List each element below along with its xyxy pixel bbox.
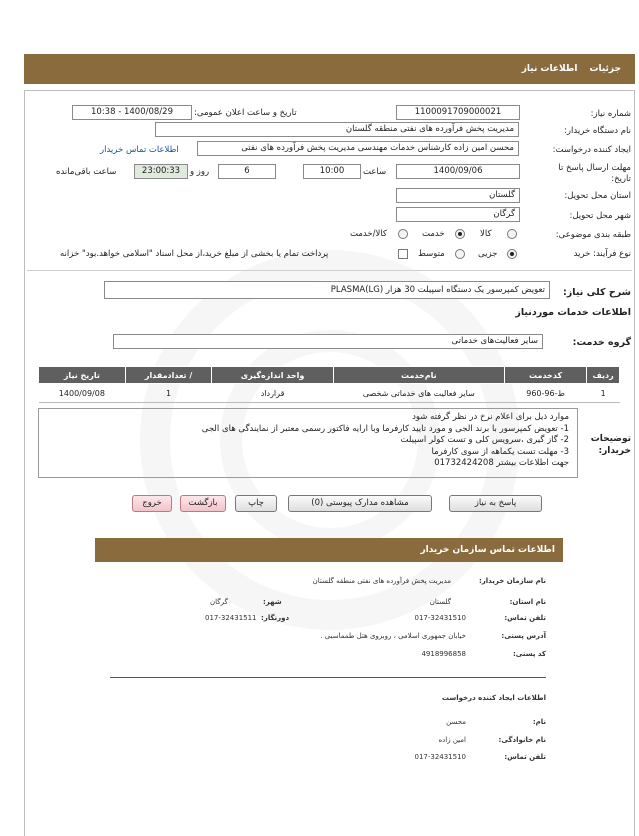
- category-service-label: خدمت: [422, 229, 445, 239]
- col-service-name: نام‌خدمت: [333, 367, 504, 384]
- process-minor-radio[interactable]: [507, 249, 517, 259]
- need-number-field: 1100091709000021: [396, 105, 520, 120]
- process-medium-label: متوسط: [418, 249, 445, 259]
- note-line: 2- گاز گیری ،سرویس کلی و تست کولر اسپیلت: [400, 435, 569, 445]
- contact-postal-value: 4918996858: [421, 650, 466, 658]
- treasury-payment-checkbox[interactable]: [398, 249, 408, 259]
- contact-phone-value: 017-32431510: [414, 614, 466, 622]
- creator-phone-label: تلفن تماس:: [504, 753, 546, 761]
- cell-need-date: 1400/09/08: [39, 384, 126, 403]
- service-group-label: گروه خدمت:: [572, 337, 631, 348]
- category-service-radio[interactable]: [455, 229, 465, 239]
- buyer-org-field: مدیریت پخش فرآورده های نفتی منطقه گلستان: [155, 122, 519, 137]
- service-group-field: سایر فعالیت‌های خدماتی: [113, 334, 543, 349]
- col-unit: واحد اندازه‌گیری: [212, 367, 333, 384]
- contact-divider: [110, 677, 546, 678]
- col-row: ردیف: [587, 367, 620, 384]
- buyer-notes-label: توضیحات خریدار:: [590, 434, 631, 456]
- back-button[interactable]: بازگشت: [180, 495, 226, 512]
- request-creator-field: محسن امین زاده کارشناس خدمات مهندسی مدیریت پخش فرآورده های نفتی: [197, 141, 519, 156]
- cell-quantity: 1: [125, 384, 212, 403]
- creator-phone-value: 017-32431510: [414, 753, 466, 761]
- category-label: طبقه بندی موضوعی:: [555, 230, 631, 240]
- reply-button[interactable]: پاسخ به نیاز: [449, 495, 542, 512]
- buyer-contact-section-header: اطلاعات تماس سازمان خریدار: [95, 538, 563, 562]
- items-table-header: [39, 367, 620, 384]
- contact-city-label: شهر:: [263, 598, 282, 606]
- delivery-province-label: استان محل تحویل:: [564, 191, 631, 201]
- cell-row: 1: [587, 384, 620, 403]
- contact-address-value: خیابان جمهوری اسلامی ، روبروی هتل طمماسبی .: [320, 632, 466, 640]
- summary-label: شرح کلی نیاز:: [562, 287, 631, 298]
- deadline-date-field: 1400/09/06: [396, 164, 520, 179]
- contact-fax-value: 017-32431511: [205, 614, 257, 622]
- note-line: 1- تعویض کمپرسور با برند الجی و مورد تایید کارفرما وبا ارایه فاکتور رسمی معتبر از نمایندگی های الجی: [201, 423, 569, 434]
- category-both-radio[interactable]: [398, 229, 408, 239]
- need-number-label: شماره نیاز:: [590, 109, 631, 119]
- services-section-title: اطلاعات خدمات موردنیاز: [515, 307, 631, 318]
- note-line: 3- مهلت تست یکماهه از سوی کارفرما: [431, 446, 569, 457]
- need-info-tab[interactable]: اطلاعات نیاز: [521, 64, 578, 74]
- creator-section-title: اطلاعات ایجاد کننده درخواست: [441, 694, 546, 702]
- cell-code: ط-96-960: [504, 384, 586, 403]
- contact-address-label: آدرس پستی:: [501, 632, 546, 640]
- category-both-label: کالا/خدمت: [350, 229, 387, 239]
- col-code: کدخدمت: [504, 367, 586, 384]
- buyer-org-label: نام دستگاه خریدار:: [564, 126, 631, 136]
- deadline-label: مهلت ارسال پاسخ تا تاریخ:: [558, 163, 631, 184]
- process-medium-radio[interactable]: [455, 249, 465, 259]
- details-tab[interactable]: جزئیات: [589, 64, 621, 74]
- delivery-city-label: شهر محل تحویل:: [569, 211, 631, 221]
- process-minor-label: جزیی: [478, 249, 498, 259]
- deadline-time-label: ساعت: [363, 167, 387, 177]
- creator-family-label: نام خانوادگی:: [498, 736, 546, 744]
- creator-name-label: نام:: [532, 718, 546, 726]
- page-header-bar: [24, 54, 635, 84]
- deadline-time-field: 10:00: [303, 164, 361, 179]
- announce-date-field: 1400/08/29 - 10:38: [72, 105, 192, 120]
- note-line: موارد ذیل برای اعلام نرخ در نظر گرفته شود: [412, 412, 569, 422]
- cell-service-name: سایر فعالیت های خدماتی شخصی: [333, 384, 504, 403]
- contact-city-value: گرگان: [210, 598, 228, 606]
- buyer-contact-link[interactable]: اطلاعات تماس خریدار: [100, 145, 179, 155]
- contact-org-label: نام سازمان خریدار:: [478, 577, 546, 585]
- contact-province-value: گلستان: [429, 598, 451, 606]
- note-line: جهت اطلاعات بیشتر 01732424208: [434, 458, 569, 468]
- time-remaining-label: ساعت باقی‌مانده: [56, 167, 117, 177]
- treasury-payment-note: پرداخت تمام یا بخشی از مبلغ خرید،از محل اسناد "اسلامی خواهد.بود" خزانه: [60, 249, 329, 259]
- section-divider: [27, 270, 632, 271]
- days-remaining-field: 6: [218, 164, 276, 179]
- delivery-city-field: گرگان: [396, 207, 520, 222]
- contact-province-label: نام استان:: [509, 598, 546, 606]
- contact-org-value: مدیریت پخش فرآورده های نفتی منطقه گلستان: [312, 577, 451, 585]
- exit-button[interactable]: خروج: [132, 495, 172, 512]
- col-quantity: / تعداد‌مقدار: [125, 367, 212, 384]
- creator-name-value: محسن: [446, 718, 466, 726]
- process-type-label: نوع فرآیند: خرید: [573, 249, 631, 259]
- creator-family-value: امین زاده: [438, 736, 466, 744]
- time-remaining-field: 23:00:33: [134, 164, 188, 179]
- delivery-province-field: گلستان: [396, 188, 520, 203]
- print-button[interactable]: چاپ: [235, 495, 277, 512]
- days-label: روز و: [190, 167, 210, 177]
- table-row: [39, 384, 620, 403]
- col-need-date: تاریخ نیاز: [39, 367, 126, 384]
- summary-field: تعویض کمپرسور یک دستگاه اسپیلت 30 هزار (LG)PLASMA: [104, 281, 550, 299]
- category-goods-radio[interactable]: [507, 229, 517, 239]
- cell-unit: قرارداد: [212, 384, 333, 403]
- request-creator-label: ایجاد کننده درخواست:: [552, 145, 631, 155]
- announce-date-label: تاریخ و ساعت اعلان عمومی:: [194, 108, 297, 118]
- contact-fax-label: دورنگار:: [261, 614, 290, 622]
- contact-phone-label: تلفن تماس:: [504, 614, 546, 622]
- view-attachments-button[interactable]: مشاهده مدارک پیوستی (0): [288, 495, 432, 512]
- buyer-notes-box: [38, 408, 578, 478]
- category-goods-label: کالا: [480, 229, 492, 239]
- contact-postal-label: کد پستی:: [512, 650, 546, 658]
- items-table: [38, 366, 620, 403]
